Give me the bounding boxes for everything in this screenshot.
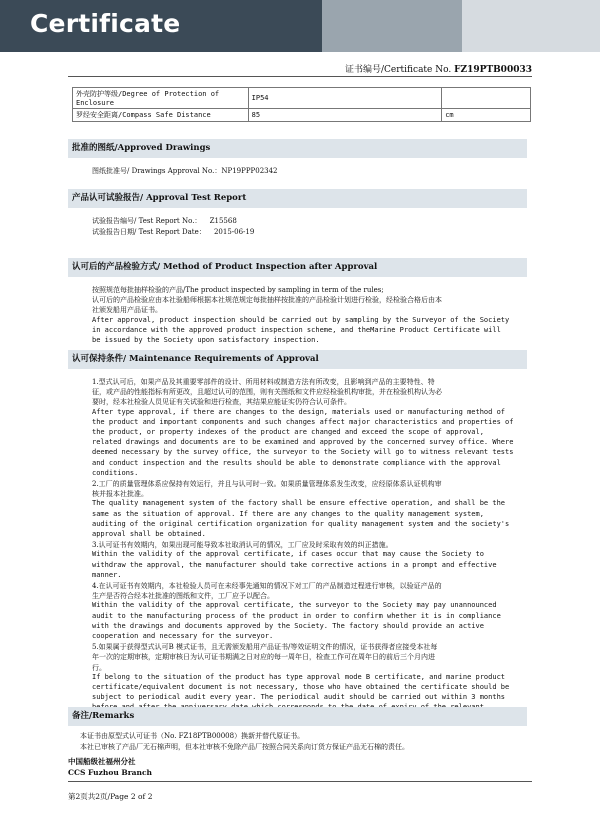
test-report-date-label: 试验报告日期/ Test Report Date： <box>92 228 206 236</box>
test-report-date-value: 2015-06-19 <box>213 228 255 236</box>
text-line: 社颁发船用产品证书。 <box>92 306 162 315</box>
banner-title: Certificate <box>30 9 181 38</box>
text-line: 4.在认可证书有效期内，本社检验人员可在未经事先通知的情况下对工厂的产品制造过程进行审核，以验证产品的 <box>92 582 442 590</box>
text-line: 生产是否符合经本社批准的图纸和文件，工厂应予以配合。 <box>92 592 274 601</box>
text-line: same as the situation of approval. If there are any changes to the quality management system, <box>92 509 484 518</box>
text-line: 认可后的产品检验应由本社验船师根据本社规范规定每批抽样按批准的产品检验计划进行检验，经检验合格后由本 <box>92 296 442 305</box>
text-line: After type approval, if there are changes to the design, materials used or manufacturing method of <box>92 407 506 416</box>
certificate-banner <box>0 0 600 52</box>
text-line: 年一次的定期审核，定期审核日为认可证书期满之日对应的每一周年日，检查工作可在周年日的前后三个月内进 <box>92 653 435 662</box>
text-line: audit to the manufacturing process of the product in order to confirm whether it is in compliance <box>92 611 501 620</box>
text-line: auditing of the original certification organization for quality management system and the society's <box>92 519 510 528</box>
remark-line: 本证书由原型式认可证书（No. FZ18PTB00008）换新并替代原证书。 <box>80 732 305 740</box>
spec-label: 罗经安全距离/Compass Safe Distance <box>73 109 249 122</box>
text-line: The quality management system of the factory shall be ensure effective operation, and shall be the <box>92 499 506 508</box>
section-heading-approved-drawings: 批准的图纸/Approved Drawings <box>68 139 527 158</box>
footer-divider <box>68 781 532 782</box>
text-line: After approval, product inspection should be carried out by sampling by the Surveyor of the Society <box>92 315 510 324</box>
certificate-number-value: FZ19PTB00033 <box>454 65 532 75</box>
spec-unit: cm <box>442 109 531 122</box>
table-row <box>73 109 531 122</box>
text-line: 行。 <box>92 663 106 672</box>
text-line: deemed necessary by the survey office, the surveyor to the Society will go to witness relevant tests <box>92 448 514 457</box>
text-line: related drawings and documents are to be examined and approved by the concerned survey office. Where <box>92 438 514 447</box>
text-line: withdraw the approval, the manufacturer should take corrective actions in a prompt and effective <box>92 560 497 569</box>
text-line: the product, or property indexes of the product are changed and exceed the scope of approval, <box>92 428 484 436</box>
issuer-en: CCS Fuzhou Branch <box>68 768 153 777</box>
section-heading-test-report: 产品认可试验报告/ Approval Test Report <box>68 189 527 208</box>
drawings-approval-no: 图纸批准号/ Drawings Approval No.：NP19PPP02342 <box>92 167 278 175</box>
section-heading-remarks: 备注/Remarks <box>68 707 527 726</box>
text-line: Within the validity of the approval certificate, if cases occur that may cause the Society to <box>92 550 484 559</box>
test-report-no <box>92 216 237 226</box>
remark-line: 本社已审核了产品厂无石棉声明，但本社审核不免除产品厂按照合同关系向订货方保证产品无石棉的责任。 <box>80 743 409 751</box>
text-line: 征，或产品的性能指标有所更改，且超过认可的范围，则有关图纸和文件应经检验机构审批，并在检验机构认为必 <box>92 388 442 397</box>
test-report-date <box>92 227 254 237</box>
text-line: cooperation and necessary for the surveyor. <box>92 632 274 640</box>
text-line: and conduct inspection and the results should be able to demonstrate compliance with the approval <box>92 458 501 467</box>
text-line: 2.工厂的质量管理体系应保持有效运行，并且与认可时一致。如果质量管理体系发生改变，应经原体系认证机构审 <box>92 480 442 488</box>
text-line: with the drawings and documents approved by the Society. The factory should provide an active <box>92 621 484 630</box>
spec-unit <box>442 88 531 109</box>
text-line: 要时，经本社检验人员见证有关试验和进行检查，其结果应能证实仍符合认可条件。 <box>92 398 351 407</box>
banner-dark-block <box>0 0 322 52</box>
text-line: be issued by the Society upon satisfactory inspection. <box>92 336 320 344</box>
spec-label: 外壳防护等级/Degree of Protection of Enclosure <box>73 88 249 109</box>
test-report-no-label: 试验报告编号/ Test Report No.： <box>92 217 202 225</box>
text-line: certificate/equivalent document is not necessary, those who have obtained the certificate should be <box>92 683 510 691</box>
text-line: 核并报本社批准。 <box>92 490 148 499</box>
text-line: 按照规范每批抽样检验的产品/The product inspected by sampling in term of the rules; <box>92 286 384 294</box>
spec-value: 85 <box>248 109 442 122</box>
section-heading-maintenance: 认可保持条件/ Maintenance Requirements of Approval <box>68 350 527 369</box>
issuer-cn: 中国船级社福州分社 <box>68 757 136 766</box>
table-row <box>73 88 531 109</box>
text-line: 3.认可证书有效期内，如果出现可能导致本社取消认可的情况，工厂应及时采取有效的纠正措施。 <box>92 541 393 550</box>
banner-light-block <box>462 0 600 52</box>
page-number: 第2页共2页/Page 2 of 2 <box>68 792 153 801</box>
text-line: 5.如果属于获得型式认可B 模式证书，且无需颁发船用产品证书/等效证明文件的情况，证书获得者应接受本社每 <box>92 643 438 652</box>
certificate-number <box>345 62 532 75</box>
text-line: If belong to the situation of the product has type approval mode B certificate, and marine product <box>92 672 506 681</box>
header-divider <box>68 76 532 77</box>
text-line: manner. <box>92 570 122 579</box>
certificate-number-label: 证书编号/Certificate No. <box>344 65 452 75</box>
spec-value: IP54 <box>248 88 442 109</box>
text-line: conditions. <box>92 468 139 477</box>
spec-table <box>72 87 531 122</box>
banner-mid-block <box>322 0 462 52</box>
text-line: in accordance with the approved product inspection scheme, and theMarine Product Certificate will <box>92 325 501 334</box>
text-line: Within the validity of the approval certificate, the surveyor to the Society may pay unannounced <box>92 601 497 610</box>
test-report-no-value: Z15568 <box>209 217 237 225</box>
text-line: approval shall be obtained. <box>92 530 206 538</box>
text-line: the product and important components and such changes affect major characteristics and properties of <box>92 417 514 426</box>
section-heading-inspection-method: 认可后的产品检验方式/ Method of Product Inspection after Approval <box>68 258 527 277</box>
text-line: 1.型式认可后，如果产品及其重要零部件的设计、所用材料或制造方法有所改变，且影响到产品的主要特性、特 <box>92 378 435 386</box>
text-line: subject to periodical audit every year. The periodical audit should be carried out within 3 months <box>92 693 506 702</box>
